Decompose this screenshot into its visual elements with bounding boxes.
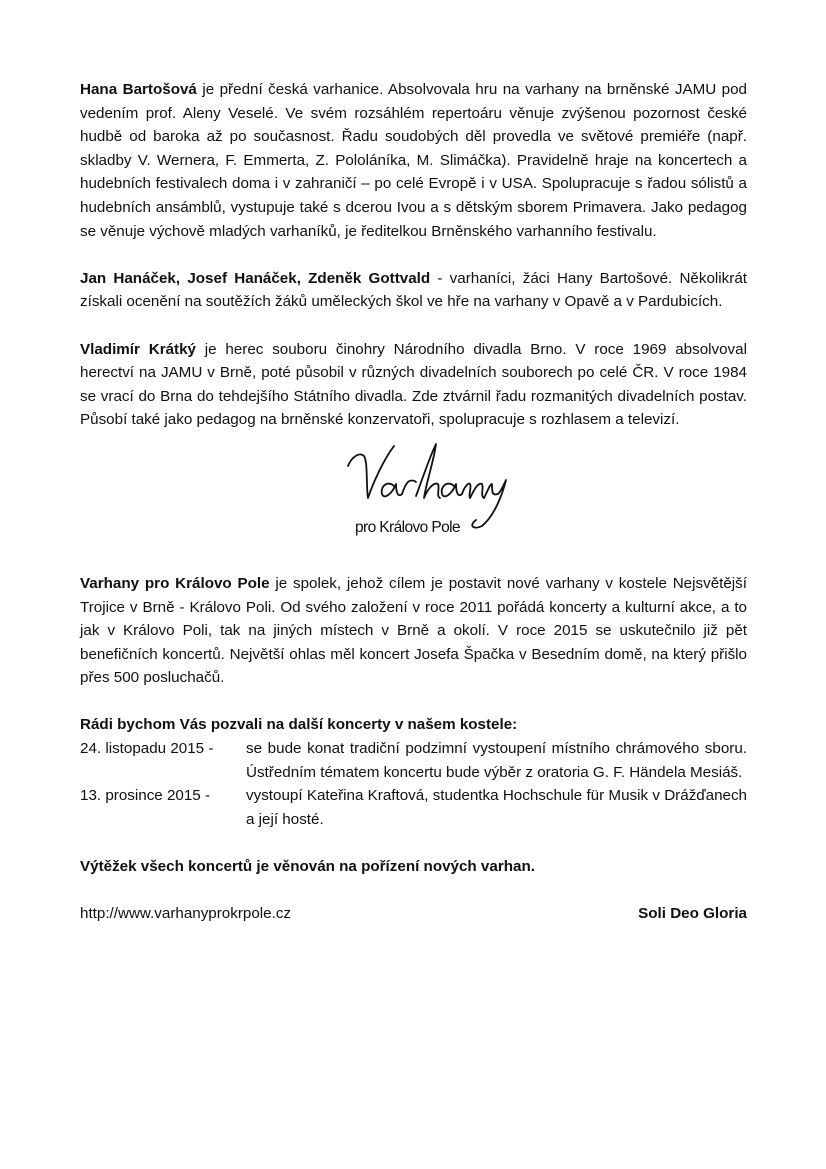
about-name: Varhany pro Královo Pole <box>80 574 270 592</box>
event-text: vystoupí Kateřina Kraftová, studentka Hochschule für Musik v Drážďanech a její hosté. <box>246 787 747 828</box>
footer <box>80 902 747 926</box>
about-association <box>80 572 747 690</box>
organization-logo <box>80 432 747 572</box>
events-heading: Rádi bychom Vás pozvali na další koncerty v našem kostele: <box>80 716 518 734</box>
website-link[interactable]: http://www.varhanyprokrpole.cz <box>80 905 292 923</box>
bio-name: Hana Bartošová <box>80 81 197 98</box>
logo-subtitle: pro Královo Pole <box>355 518 460 536</box>
bio-vladimir-kratky <box>80 338 747 432</box>
bio-name: Vladimír Krátký <box>80 340 196 358</box>
event-date: 13. prosince 2015 - <box>80 787 211 805</box>
proceeds-note: Výtěžek všech koncertů je věnován na pořízení nových varhan. <box>80 858 535 876</box>
bio-hana-bartosova <box>80 78 747 243</box>
bio-name: Jan Hanáček, Josef Hanáček, Zdeněk Gottvald <box>80 269 431 287</box>
bio-text: je přední česká varhanice. Absolvovala hru na varhany na brněnské JAMU pod vedením prof. Aleny Veselé. Ve svém rozsáhlém repertoáru věnuje zvýšenou pozornost české hudbě od baroka až po současnost. Řadu soudobých děl provedla ve světové premiéře (např. skladby V. Wernera, F. Emmerta, Z. Pololáníka, M. Slimáčka). Pravidelně hraje na koncertech a hudebních festivalech doma i v zahraničí – po celé Evropě i v USA. Spolupracuje s řadou sólistů a hudebních ansámblů, vystupuje také s dcerou Ivou a s dětským sborem Primavera. Jako pedagog se věnuje výchově mladých varhaníků, je ředitelkou Brněnského varhanního festivalu. <box>80 81 747 240</box>
document-page <box>80 78 747 926</box>
footer-motto: Soli Deo Gloria <box>638 905 747 923</box>
event-item <box>80 737 747 784</box>
about-text: je spolek, jehož cílem je postavit nové varhany v kostele Nejsvětější Trojice v Brně - Královo Poli. Od svého založení v roce 2011 pořádá koncerty a kulturní akce, a to jak v Královo Poli, tak na jiných místech v Brně a okolí. V roce 2015 se uskutečnilo již pět benefičních koncertů. Největší ohlas měl koncert Josefa Špačka v Besedním domě, na který přišlo přes 500 posluchačů. <box>80 574 747 687</box>
event-text: se bude konat tradiční podzimní vystoupení místního chrámového sboru. Ústředním tématem koncertu bude výběr z oratoria G. F. Händela Mesiáš. <box>246 740 747 781</box>
bio-text: je herec souboru činohry Národního divadla Brno. V roce 1969 absolvoval herectví na JAMU v Brně, poté působil v různých divadelních souborech po celé ČR. V roce 1984 se vrací do Brna do tehdejšího Státního divadla. Zde ztvárnil řadu rozmanitých divadelních postav. Působí také jako pedagog na brněnské konzervatoři, spolupracuje s rozhlasem a televizí. <box>80 340 747 429</box>
event-item <box>80 784 747 831</box>
event-date: 24. listopadu 2015 - <box>80 740 214 758</box>
bio-text: - varhaníci, žáci Hany Bartošové. Několikrát získali ocenění na soutěžích žáků uměleckých škol ve hře na varhany v Opavě a v Pardubicích. <box>80 269 747 311</box>
bio-students <box>80 267 747 314</box>
